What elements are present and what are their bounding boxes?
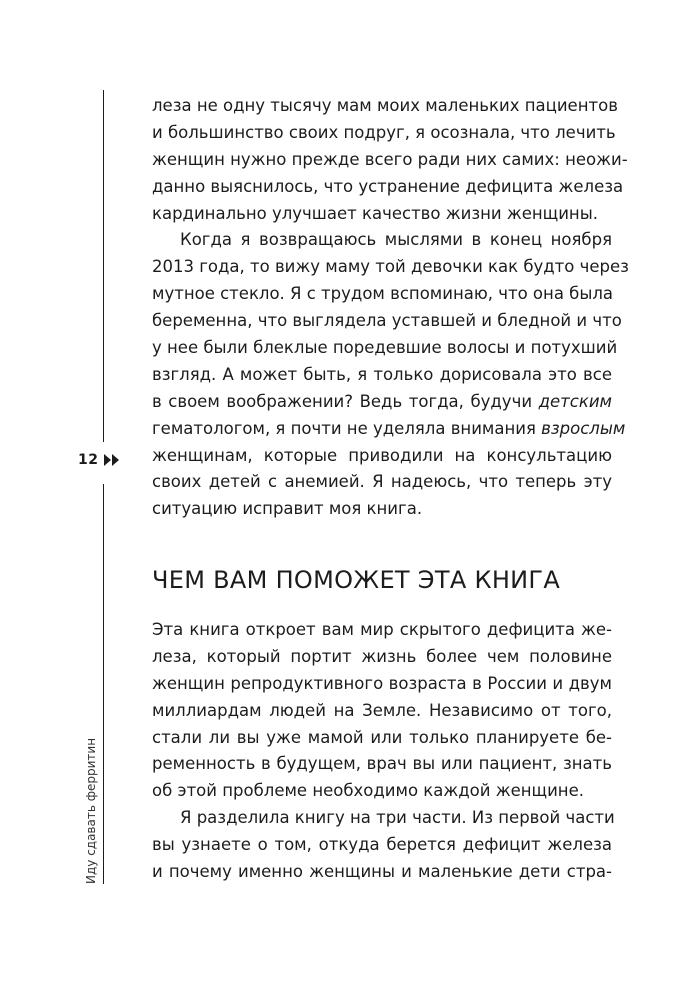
text-line: данно выяснилось, что устранение дефицита железа [152,176,624,196]
text-line: взгляд. А может быть, я только дорисовала это все [152,364,612,384]
text-line: Эта книга откроет вам мир скрытого дефицита же- [152,620,612,639]
text-line: леза, который портит жизнь более чем половине [152,646,612,666]
margin-rule-bottom [103,484,104,884]
text-line: об этой проблеме необходимо каждой женщине. [152,781,584,801]
text-line: женщин нужно прежде всего ради них самих: неожи- [152,149,628,169]
text-line: ременность в будущем, врач вы или пациент, знать [152,754,612,774]
double-arrow-icon [104,454,120,466]
section-heading: ЧЕМ ВАМ ПОМОЖЕТ ЭТА КНИГА [152,566,561,594]
body-text-block-1 [152,93,629,523]
margin-rule-top [103,90,104,442]
text-line: миллиардам людей на Земле. Независимо от того, [152,700,612,720]
text-line: леза не одну тысячу мам моих маленьких пациентов [152,96,618,115]
italic-word: взрослым [541,418,626,438]
text-line: вы узнаете о том, откуда берется дефицит железа [152,835,612,855]
text-line: 2013 года, то вижу маму той девочки как будто через [152,257,629,277]
text-line: своих детей с анемией. Я надеюсь, что теперь эту [152,472,612,492]
italic-word: детским [538,391,612,411]
page-number: 12 [78,452,99,468]
text-line: Я разделила книгу на три части. Из первой части [180,808,615,828]
text-line: и большинство своих подруг, я осознала, что лечить [152,122,616,142]
text-line: женщин репродуктивного возраста в России и двум [152,673,612,693]
text-line: беременна, что выглядела уставшей и бледной и что [152,311,622,331]
text-line: ситуацию исправит моя книга. [152,499,423,519]
text-line: женщинам, которые приводили на консультацию [152,445,612,465]
text-run: в своем воображении? Ведь тогда, будучи [152,391,539,411]
running-head: Иду сдавать ферритин [84,737,98,884]
text-line: у нее были блеклые поредевшие волосы и потухший [152,338,618,358]
text-line: мутное стекло. Я с трудом вспоминаю, что она была [152,284,614,304]
text-line: и почему именно женщины и маленькие дети стра- [152,862,612,882]
text-line [152,416,626,443]
text-line: Когда я возвращаюсь мыслями в конец ноября [180,230,612,250]
text-run: гематологом, я почти не уделяла внимания [152,418,542,438]
text-line: стали ли вы уже мамой или только планируете бе- [152,727,612,747]
text-line [152,389,612,416]
text-line: кардинально улучшает качество жизни женщины. [152,203,598,223]
body-text-block-2 [152,617,615,886]
